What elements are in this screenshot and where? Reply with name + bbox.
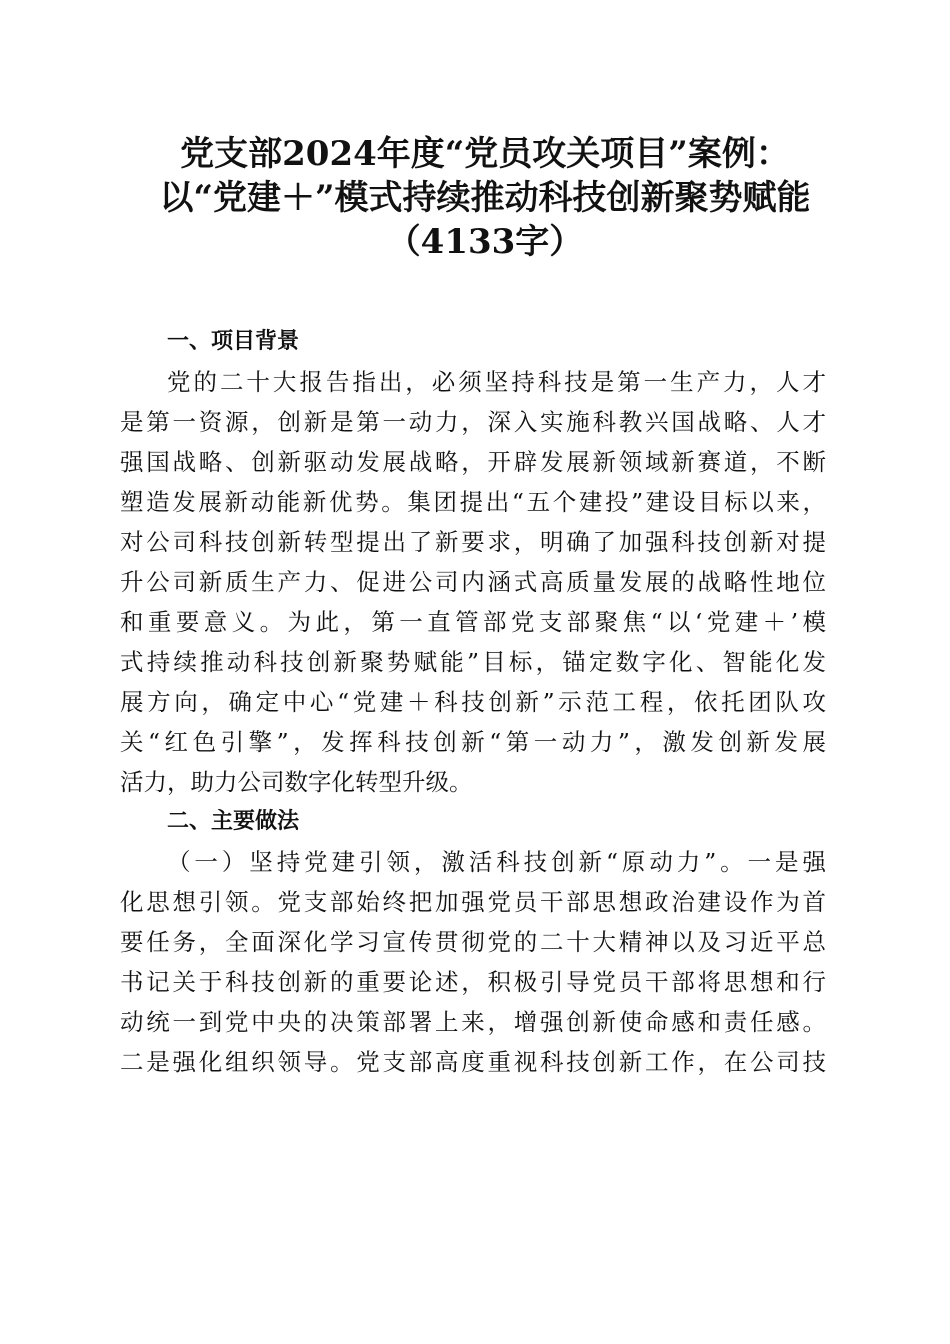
paragraph-line: 动统一到党中央的决策部署上来，增强创新使命感和责任感。	[120, 1008, 826, 1036]
paragraph-line: 书记关于科技创新的重要论述，积极引导党员干部将思想和行	[120, 968, 826, 996]
paragraph-line: 展方向，确定中心“党建＋科技创新”示范工程，依托团队攻	[120, 688, 826, 716]
paragraph-line: 升公司新质生产力、促进公司内涵式高质量发展的战略性地位	[120, 568, 826, 596]
paragraph-line: 活力，助力公司数字化转型升级。	[120, 768, 473, 796]
section-heading-approach: 二、主要做法	[167, 809, 300, 834]
paragraph-line: 强国战略、创新驱动发展战略，开辟发展新领域新赛道，不断	[120, 448, 826, 476]
paragraph-line: 对公司科技创新转型提出了新要求，明确了加强科技创新对提	[120, 528, 826, 556]
document-title	[100, 132, 870, 264]
paragraph-line: 塑造发展新动能新优势。集团提出“五个建投”建设目标以来，	[120, 488, 826, 516]
paragraph-line: 要任务，全面深化学习宣传贯彻党的二十大精神以及习近平总	[120, 928, 826, 956]
paragraph-line: 式持续推动科技创新聚势赋能”目标，锚定数字化、智能化发	[120, 648, 826, 676]
paragraph-line: 和重要意义。为此，第一直管部党支部聚焦“以‘党建＋’模	[120, 608, 826, 636]
document-body	[120, 322, 826, 1082]
title-word-count: （4133字）	[386, 222, 584, 262]
section-heading-background: 一、项目背景	[167, 329, 300, 354]
paragraph-line: 化思想引领。党支部始终把加强党员干部思想政治建设作为首	[120, 888, 826, 916]
paragraph-line: （一）坚持党建引领，激活科技创新“原动力”。一是强	[167, 848, 826, 876]
title-line-2: 以“党建＋”模式持续推动科技创新聚势赋能	[159, 178, 811, 218]
title-line-1: 党支部2024年度“党员攻关项目”案例：	[180, 134, 790, 174]
paragraph-line: 二是强化组织领导。党支部高度重视科技创新工作，在公司技	[120, 1048, 826, 1076]
paragraph-line: 是第一资源，创新是第一动力，深入实施科教兴国战略、人才	[120, 408, 826, 436]
paragraph-line: 党的二十大报告指出，必须坚持科技是第一生产力，人才	[167, 368, 826, 396]
paragraph-line: 关“红色引擎”，发挥科技创新“第一动力”，激发创新发展	[120, 728, 826, 756]
